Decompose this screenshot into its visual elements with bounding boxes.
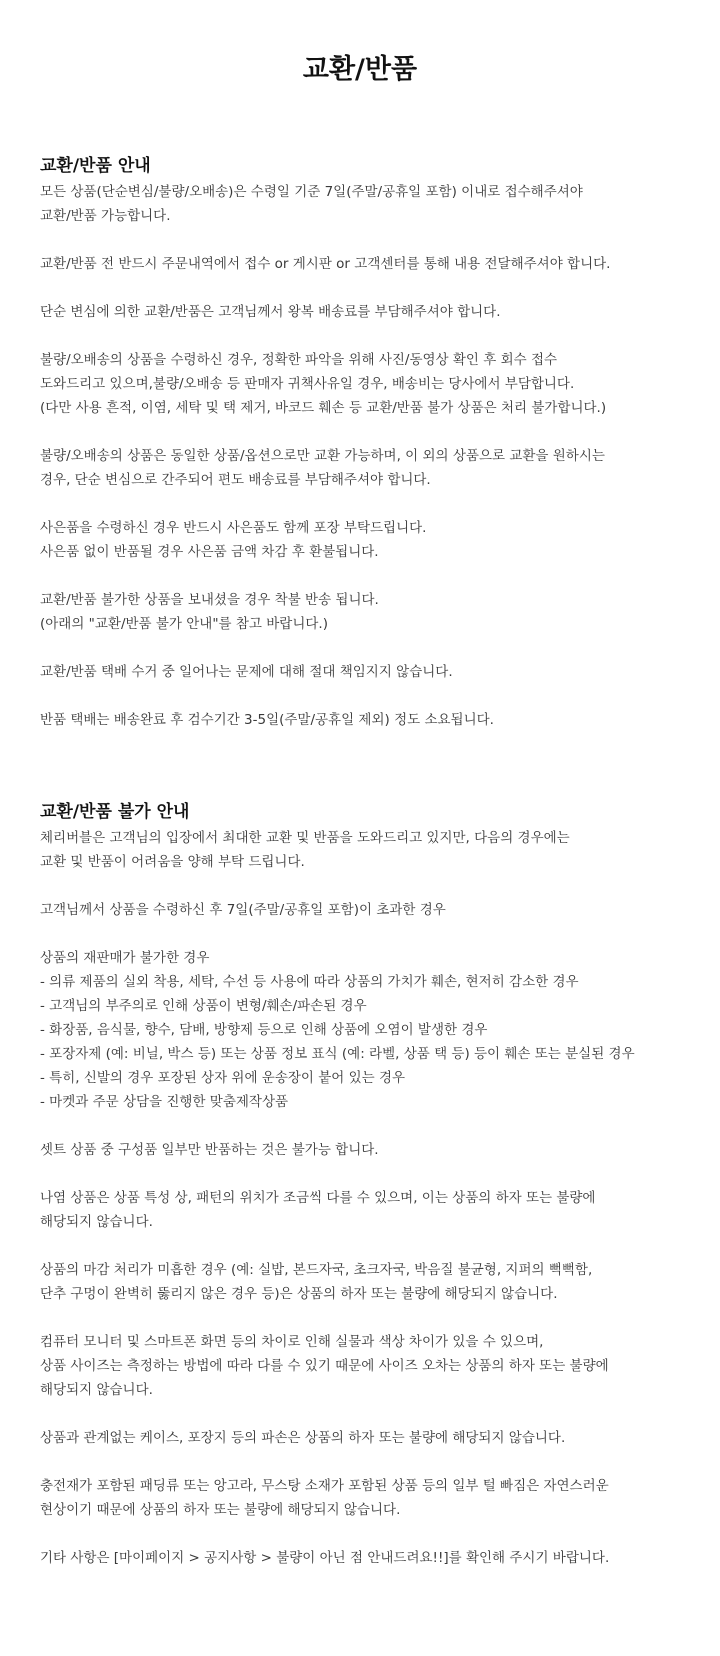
text-line: 단추 구멍이 완벽히 뚫리지 않은 경우 등)은 상품의 하자 또는 불량에 해당되지 않습니다. (40, 1286, 558, 1302)
paragraph (40, 946, 690, 1114)
paragraph-list (40, 180, 690, 732)
text-line: 사은품 없이 반품될 경우 사은품 금액 차감 후 환불됩니다. (40, 544, 379, 560)
text-line: 고객님께서 상품을 수령하신 후 7일(주말/공휴일 포함)이 초과한 경우 (40, 902, 446, 918)
section-heading: 교환/반품 안내 (40, 156, 151, 176)
section-heading: 교환/반품 불가 안내 (40, 802, 190, 822)
text-line: 셋트 상품 중 구성품 일부만 반품하는 것은 불가능 합니다. (40, 1142, 379, 1158)
text-line: 모든 상품(단순변심/불량/오배송)은 수령일 기준 7일(주말/공휴일 포함) 이내로 접수해주셔야 (40, 184, 583, 200)
exchange-return-not-allowed-section (40, 800, 690, 1570)
text-line: 상품의 재판매가 불가한 경우 (40, 950, 210, 966)
text-line: - 의류 제품의 실외 착용, 세탁, 수선 등 사용에 따라 상품의 가치가 훼손, 현저히 감소한 경우 (40, 974, 579, 990)
paragraph (40, 1330, 690, 1402)
text-line: 현상이기 때문에 상품의 하자 또는 불량에 해당되지 않습니다. (40, 1502, 401, 1518)
paragraph (40, 180, 690, 228)
text-line: 상품과 관계없는 케이스, 포장지 등의 파손은 상품의 하자 또는 불량에 해당되지 않습니다. (40, 1430, 566, 1446)
paragraph (40, 1138, 690, 1162)
paragraph (40, 826, 690, 874)
text-line: - 포장자제 (예: 비닐, 박스 등) 또는 상품 정보 표식 (예: 라벨, 상품 택 등) 등이 훼손 또는 분실된 경우 (40, 1046, 635, 1062)
text-line: 충전재가 포함된 패딩류 또는 앙고라, 무스탕 소재가 포함된 상품 등의 일부 털 빠짐은 자연스러운 (40, 1478, 609, 1494)
paragraph (40, 898, 690, 922)
paragraph (40, 1546, 690, 1570)
text-line: 도와드리고 있으며,불량/오배송 등 판매자 귀책사유일 경우, 배송비는 당사에서 부담합니다. (40, 376, 575, 392)
text-line: - 마켓과 주문 상담을 진행한 맞춤제작상품 (40, 1094, 289, 1110)
paragraph (40, 1186, 690, 1234)
text-line: - 화장품, 음식물, 향수, 담배, 방향제 등으로 인해 상품에 오염이 발생한 경우 (40, 1022, 488, 1038)
text-line: - 특히, 신발의 경우 포장된 상자 위에 운송장이 붙어 있는 경우 (40, 1070, 406, 1086)
paragraph (40, 348, 690, 420)
text-line: 기타 사항은 [마이페이지 > 공지사항 > 불량이 아닌 점 안내드려요!!]를 확인해 주시기 바랍니다. (40, 1550, 610, 1566)
paragraph (40, 708, 690, 732)
text-line: 사은품을 수령하신 경우 반드시 사은품도 함께 포장 부탁드립니다. (40, 520, 427, 536)
text-line: (다만 사용 흔적, 이염, 세탁 및 택 제거, 바코드 훼손 등 교환/반품 불가 상품은 처리 불가합니다.) (40, 400, 607, 416)
text-line: 해당되지 않습니다. (40, 1214, 153, 1230)
text-line: 반품 택배는 배송완료 후 검수기간 3-5일(주말/공휴일 제외) 정도 소요됩니다. (40, 712, 494, 728)
text-line: 교환/반품 가능합니다. (40, 208, 171, 224)
paragraph (40, 444, 690, 492)
text-line: 상품 사이즈는 측정하는 방법에 따라 다를 수 있기 때문에 사이즈 오차는 상품의 하자 또는 불량에 (40, 1358, 609, 1374)
exchange-return-guide-section (40, 154, 690, 732)
text-line: 체리버블은 고객님의 입장에서 최대한 교환 및 반품을 도와드리고 있지만, 다음의 경우에는 (40, 830, 570, 846)
text-line: 교환/반품 불가한 상품을 보내셨을 경우 착불 반송 됩니다. (40, 592, 379, 608)
page-title: 교환/반품 (302, 54, 418, 85)
text-line: 컴퓨터 모니터 및 스마트폰 화면 등의 차이로 인해 실물과 색상 차이가 있을 수 있으며, (40, 1334, 544, 1350)
paragraph (40, 252, 690, 276)
paragraph-list (40, 826, 690, 1570)
paragraph (40, 588, 690, 636)
paragraph (40, 1474, 690, 1522)
paragraph (40, 660, 690, 684)
text-line: 경우, 단순 변심으로 간주되어 편도 배송료를 부담해주셔야 합니다. (40, 472, 431, 488)
paragraph (40, 516, 690, 564)
text-line: 불량/오배송의 상품을 수령하신 경우, 정확한 파악을 위해 사진/동영상 확인 후 회수 접수 (40, 352, 558, 368)
text-line: 상품의 마감 처리가 미흡한 경우 (예: 실밥, 본드자국, 초크자국, 박음질 불균형, 지퍼의 뻑뻑함, (40, 1262, 593, 1278)
text-line: 나염 상품은 상품 특성 상, 패턴의 위치가 조금씩 다를 수 있으며, 이는 상품의 하자 또는 불량에 (40, 1190, 596, 1206)
text-line: 교환/반품 택배 수거 중 일어나는 문제에 대해 절대 책임지지 않습니다. (40, 664, 453, 680)
text-line: (아래의 "교환/반품 불가 안내"를 참고 바랍니다.) (40, 616, 328, 632)
text-line: 단순 변심에 의한 교환/반품은 고객님께서 왕복 배송료를 부담해주셔야 합니다. (40, 304, 501, 320)
paragraph (40, 1258, 690, 1306)
text-line: - 고객님의 부주의로 인해 상품이 변형/훼손/파손된 경우 (40, 998, 367, 1014)
paragraph (40, 1426, 690, 1450)
text-line: 불량/오배송의 상품은 동일한 상품/옵션으로만 교환 가능하며, 이 외의 상품으로 교환을 원하시는 (40, 448, 605, 464)
text-line: 교환/반품 전 반드시 주문내역에서 접수 or 게시판 or 고객센터를 통해 내용 전달해주셔야 합니다. (40, 256, 611, 272)
text-line: 교환 및 반품이 어려움을 양해 부탁 드립니다. (40, 854, 305, 870)
text-line: 해당되지 않습니다. (40, 1382, 153, 1398)
paragraph (40, 300, 690, 324)
